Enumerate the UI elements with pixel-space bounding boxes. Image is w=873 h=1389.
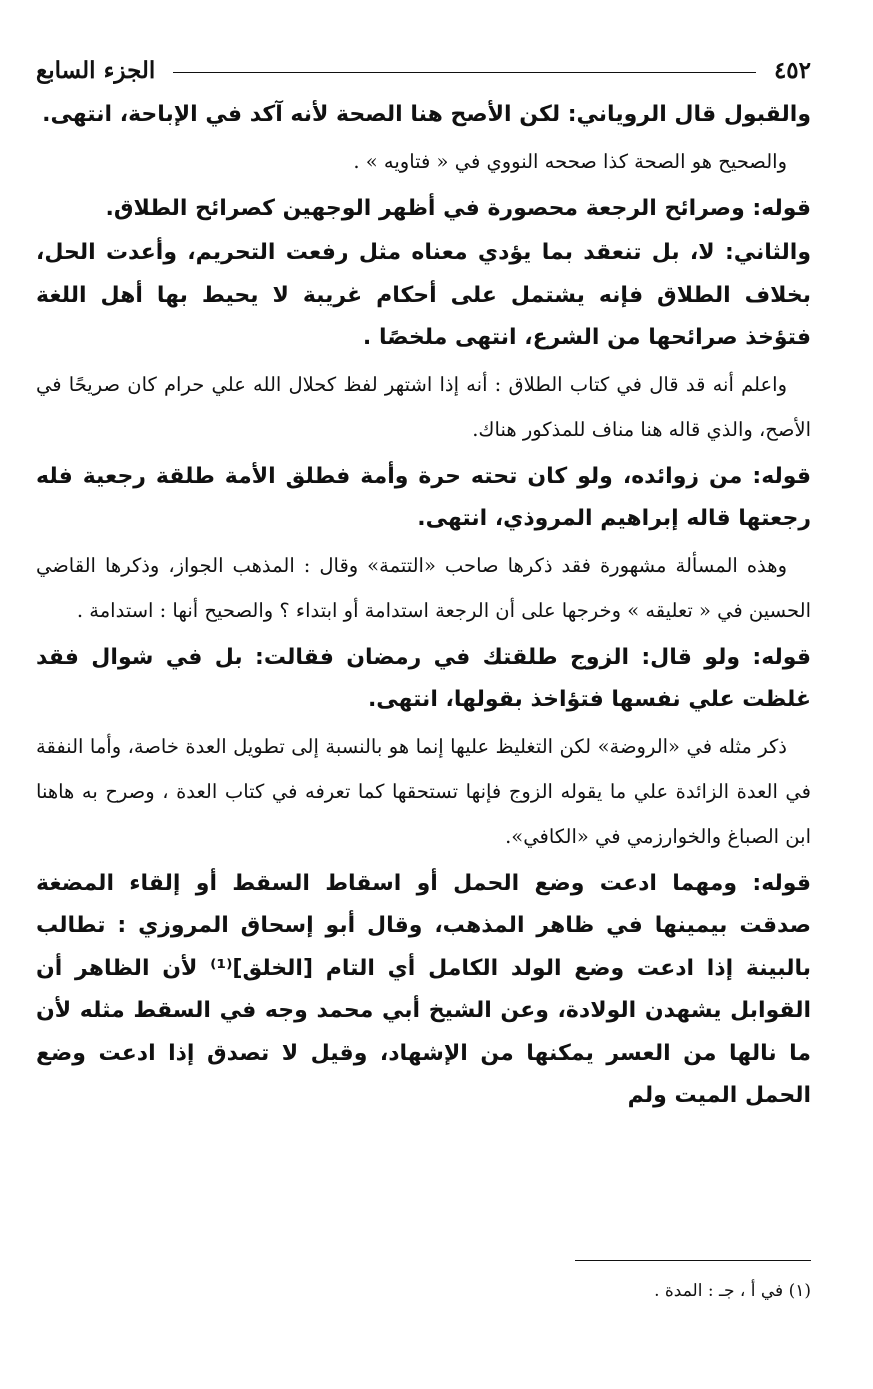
page-body [36, 94, 811, 1118]
footnote-rule [575, 1260, 811, 1261]
paragraph-3: قوله: وصرائح الرجعة محصورة في أظهر الوجهين كصرائح الطلاق. [105, 195, 811, 221]
paragraph-1: والقبول قال الروياني: لكن الأصح هنا الصحة لأنه آكد في الإباحة، انتهى. [42, 102, 811, 127]
paragraph-5: واعلم أنه قد قال في كتاب الطلاق : أنه إذا اشتهر لفظ كحلال الله علي حرام كان صريحًا في الأصح، والذي قاله هنا مناف للمذكور هناك. [36, 372, 811, 441]
paragraph-4: والثاني: لا، بل تنعقد بما يؤدي معناه مثل رفعت التحريم، وأعدت الحل، بخلاف الطلاق فإنه يشتمل على أحكام غريبة لا يحيط بها أهل اللغة فتؤخذ صرائحها من الشرع، انتهى ملخصًا . [36, 240, 811, 350]
paragraph-8: قوله: ولو قال: الزوج طلقتك في رمضان فقالت: بل في شوال فقد غلظت علي نفسها فتؤاخذ بقولها، انتهى. [36, 644, 811, 712]
page-number: ٤٥٢ [773, 56, 811, 84]
paragraph-6: قوله: من زوائده، ولو كان تحته حرة وأمة فطلق الأمة طلقة رجعية فله رجعتها قاله إبراهيم المروذي، انتهى. [36, 463, 811, 531]
paragraph-2: والصحيح هو الصحة كذا صححه النووي في « فتاويه » . [353, 149, 787, 173]
footnote: (١) في أ ، جـ : المدة . [654, 1281, 811, 1301]
running-title: الجزء السابع [36, 56, 156, 84]
paragraph-9: ذكر مثله في «الروضة» لكن التغليظ عليها إنما هو بالنسبة إلى تطويل العدة خاصة، وأما النفقة في العدة الزائدة علي ما يقوله الزوج فإنها تستحقها كما تعرفه في كتاب العدة ، وصرح به هاهنا ابن الصباغ والخوارزمي في «الكافي». [36, 734, 811, 848]
paragraph-10: قوله: ومهما ادعت وضع الحمل أو اسقاط السقط أو إلقاء المضغة صدقت بيمينها في ظاهر المذهب، وقال أبو إسحاق المروزي : تطالب بالبينة إذا ادعت وضع الولد الكامل أي التام [الخلق]⁽¹⁾ لأن الظاهر أن القوابل يشهدن الولادة، وعن الشيخ أبي محمد وجه في السقط مثله لأن ما نالها من العسر يمكنها من الإشهاد، وقيل لا تصدق إذا ادعت وضع الحمل الميت ولم [36, 870, 811, 1108]
page-header [36, 50, 811, 90]
book-page [36, 50, 811, 1349]
paragraph-7: وهذه المسألة مشهورة فقد ذكرها صاحب «التتمة» وقال : المذهب الجواز، وذكرها القاضي الحسين في « تعليقه » وخرجها على أن الرجعة استدامة أو ابتداء ؟ والصحيح أنها : استدامة . [36, 553, 811, 622]
header-rule [173, 72, 756, 73]
